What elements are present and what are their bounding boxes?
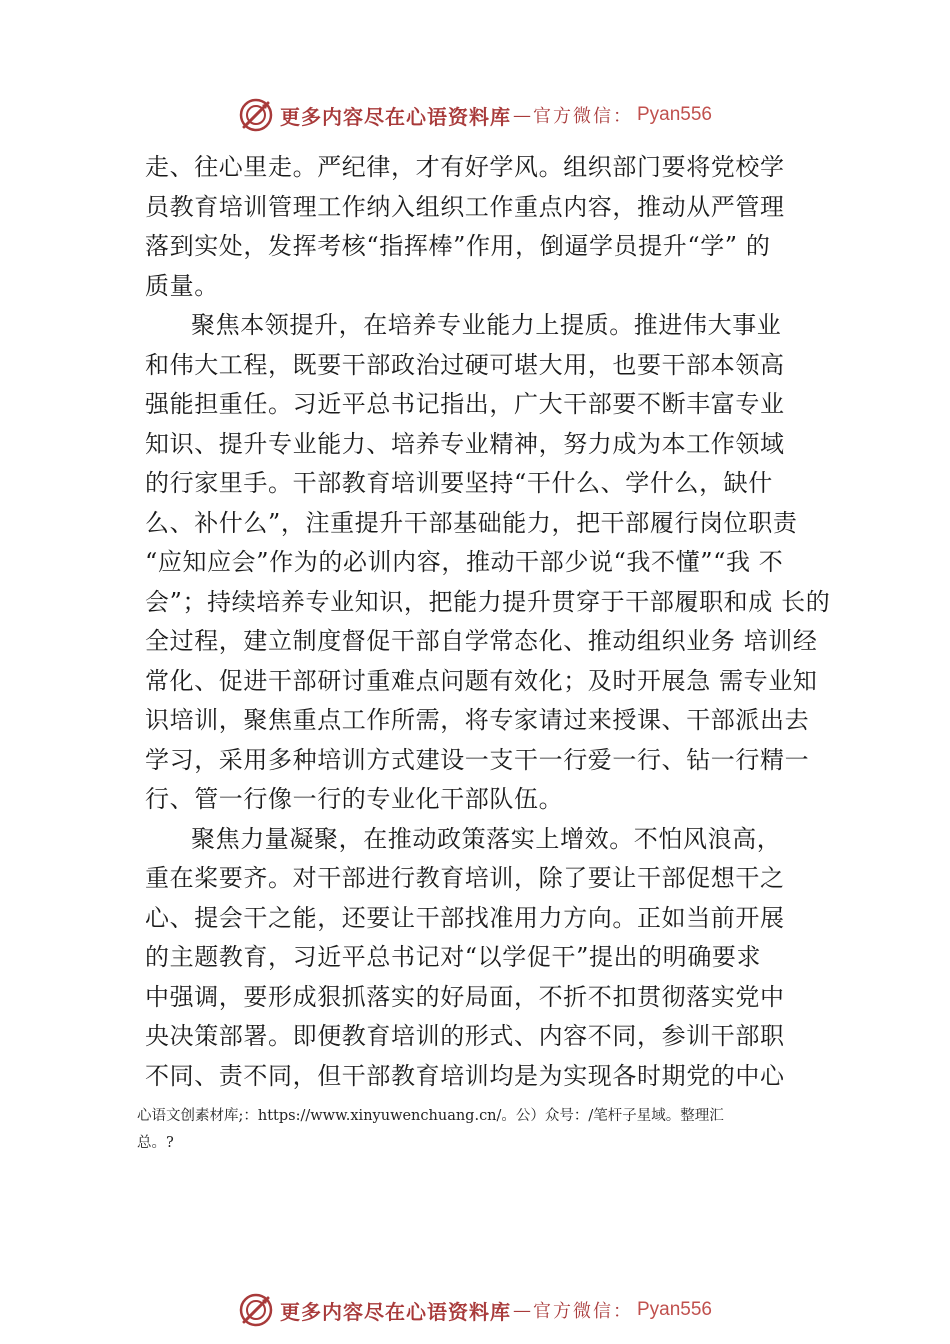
paragraph-line: 识培训，聚焦重点工作所需，将专家请过来授课、干部派出去: [145, 706, 810, 734]
banner-separator: —: [512, 1299, 531, 1321]
paragraph-line: 央决策部署。即便教育培训的形式、内容不同，参训干部职: [145, 1022, 785, 1050]
brand-logo-icon: [238, 1292, 274, 1328]
paragraph-line: 不同、责不同，但干部教育培训均是为实现各时期党的中心: [145, 1061, 785, 1090]
paragraph-line: “应知应会”作为的必训内容，推动干部少说“我不懂”“我 不: [145, 548, 784, 576]
paragraph-line: 心、提会干之能，还要让干部找准用力方向。正如当前开展: [145, 903, 785, 932]
paragraph-line: 员教育培训管理工作纳入组织工作重点内容，推动从严管理: [145, 192, 785, 221]
paragraph-line: 行、管一行像一行的专业化干部队伍。: [145, 785, 564, 813]
banner-wechat-label: 官方微信：: [532, 106, 633, 127]
paragraph-line: 重在桨要齐。对干部进行教育培训，除了要让干部促想干之: [145, 864, 785, 892]
header-banner: [0, 95, 950, 135]
paragraph-line: 知识、提升专业能力、培养专业精神，努力成为本工作领域: [145, 429, 785, 458]
banner-separator: —: [512, 104, 531, 126]
paragraph-line: 聚焦本领提升，在培养专业能力上提质。推进伟大事业: [191, 311, 782, 339]
paragraph-line: 么、补什么”，注重提升干部基础能力，把干部履行岗位职责: [145, 508, 798, 537]
footnote-line: 总。?: [137, 1135, 174, 1151]
banner-title: 更多内容尽在心语资料库: [279, 1299, 511, 1324]
brand-logo-icon: [238, 97, 274, 133]
footnote-line: 心语文创素材库;：https://www.xinyuwenchuang.cn/。公）众号：/笔杆子星域。整理汇: [137, 1108, 724, 1124]
paragraph-line: 落到实处，发挥考核“指挥棒”作用，倒逼学员提升“学” 的: [145, 232, 771, 260]
paragraph-line: 的主题教育，习近平总书记对“以学促干”提出的明确要求: [145, 943, 762, 971]
paragraph-line: 和伟大工程，既要干部政治过硬可堪大用，也要干部本领高: [145, 350, 785, 379]
paragraph-line: 质量。: [145, 271, 219, 300]
paragraph-line: 学习，采用多种培训方式建设一支干一行爱一行、钻一行精一: [145, 745, 810, 774]
banner-wechat-label: 官方微信：: [532, 1301, 633, 1322]
footer-banner: [0, 1290, 950, 1330]
paragraph-line: 常化、促进干部研讨重难点问题有效化；及时开展急 需专业知: [145, 666, 818, 695]
footnote: [137, 1103, 837, 1157]
banner-wechat-id: Pyan556: [636, 1299, 712, 1320]
paragraph-line: 走、往心里走。严纪律，才有好学风。组织部门要将党校学: [145, 153, 785, 181]
paragraph-line: 中强调，要形成狠抓落实的好局面，不折不扣贯彻落实党中: [145, 982, 785, 1011]
banner-title: 更多内容尽在心语资料库: [279, 104, 511, 129]
paragraph-line: 会”；持续培养专业知识，把能力提升贯穿于干部履职和成 长的: [145, 587, 831, 616]
document-body: [145, 148, 835, 1096]
paragraph-line: 强能担重任。习近平总书记指出，广大干部要不断丰富专业: [145, 390, 785, 418]
banner-wechat-id: Pyan556: [636, 104, 712, 125]
paragraph-line: 聚焦力量凝聚，在推动政策落实上增效。不怕风浪高，: [191, 824, 782, 853]
paragraph-line: 的行家里手。干部教育培训要坚持“干什么、学什么，缺什: [145, 469, 773, 497]
paragraph-line: 全过程，建立制度督促干部自学常态化、推动组织业务 培训经: [145, 627, 818, 655]
